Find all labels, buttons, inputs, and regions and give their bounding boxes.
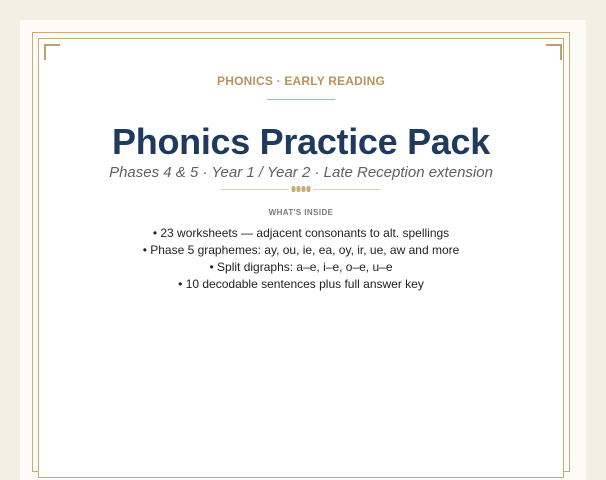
divider-dot bbox=[297, 186, 301, 192]
divider-dot bbox=[307, 186, 311, 192]
divider-dot bbox=[302, 186, 306, 192]
eyebrow-label: PHONICS · EARLY READING bbox=[217, 74, 385, 88]
list-item: • Phase 5 graphemes: ay, ou, ie, ea, oy, ir, ue, aw and more bbox=[142, 243, 460, 257]
list-item: • 10 decodable sentences plus full answer key bbox=[178, 277, 424, 291]
list-item: • 23 worksheets — adjacent consonants to alt. spellings bbox=[152, 226, 450, 240]
divider-dot bbox=[292, 186, 296, 192]
page-subtitle: Phases 4 & 5 · Year 1 / Year 2 · Late Reception extension bbox=[109, 164, 493, 181]
eyebrow-divider bbox=[267, 99, 335, 100]
contents-list bbox=[38, 225, 564, 293]
section-label-whats-inside: WHAT'S INSIDE bbox=[268, 208, 334, 217]
divider-dots bbox=[289, 186, 314, 192]
cover-content bbox=[38, 38, 564, 293]
list-item: • Split digraphs: a–e, i–e, o–e, u–e bbox=[209, 260, 393, 274]
ornamental-divider bbox=[221, 185, 381, 195]
page-title: Phonics Practice Pack bbox=[112, 121, 490, 162]
